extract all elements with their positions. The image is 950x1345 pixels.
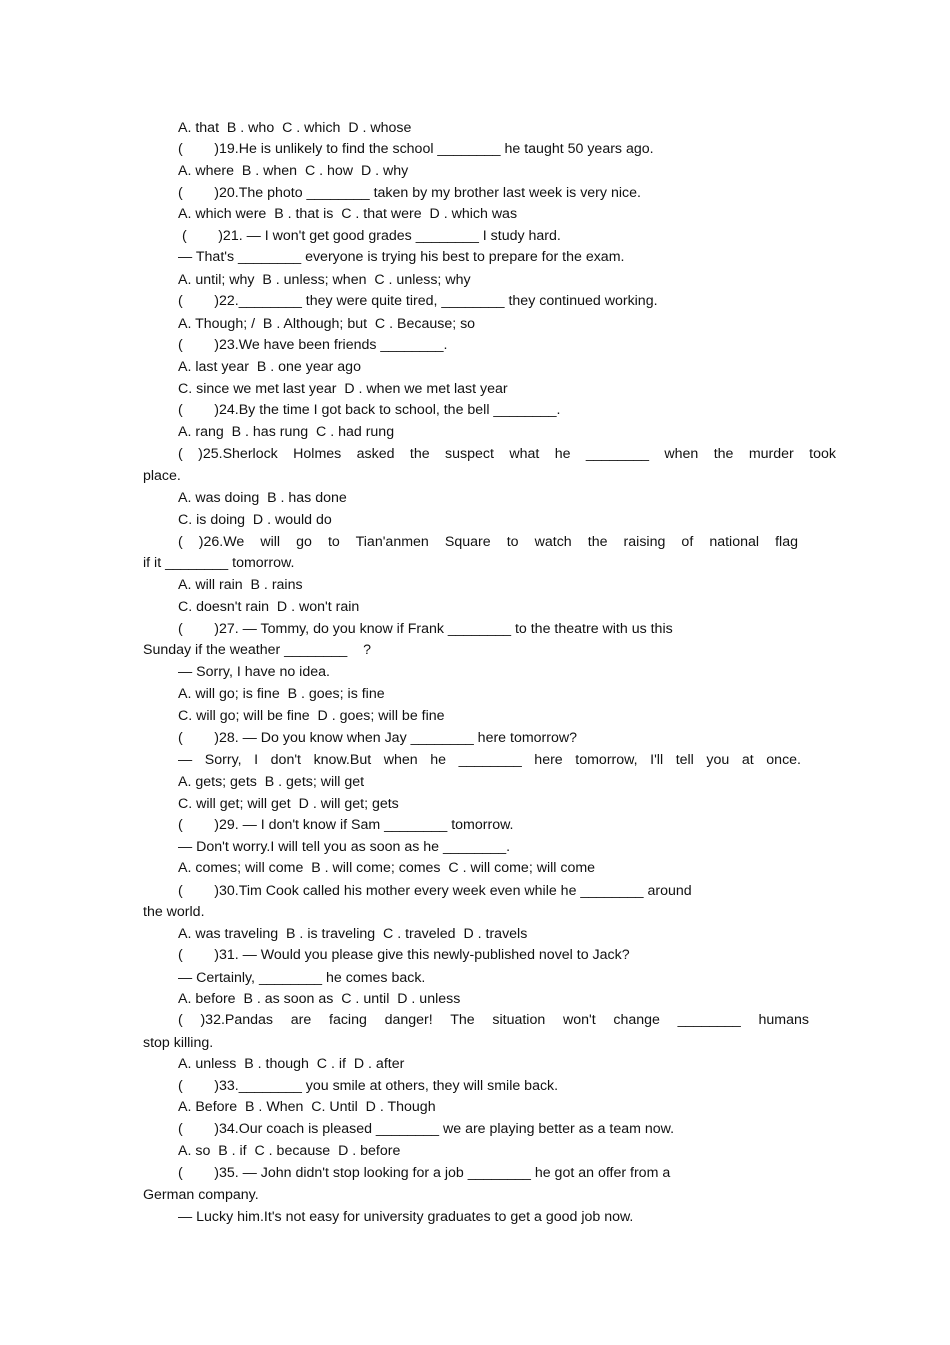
q28-reply: — Sorry, I don't know.But when he ________ here tomorrow, I'll tell you at once. — [178, 752, 801, 768]
q23-options-cd: C. since we met last year D . when we met last year — [178, 381, 508, 397]
q19-stem: ( )19.He is unlikely to find the school ________ he taught 50 years ago. — [178, 141, 654, 157]
q25-options-ab: A. was doing B . has done — [178, 490, 347, 506]
q32-stem: ( )32.Pandas are facing danger! The situation won't change ________ humans — [178, 1012, 809, 1028]
q28-options-cd: C. will get; will get D . will get; gets — [178, 796, 399, 812]
q23-options-ab: A. last year B . one year ago — [178, 359, 361, 375]
q20-stem: ( )20.The photo ________ taken by my brother last week is very nice. — [178, 185, 641, 201]
q34-options: A. so B . if C . because D . before — [178, 1143, 401, 1159]
q29-options: A. comes; will come B . will come; comes C . will come; will come — [178, 860, 596, 876]
q21-options: A. until; why B . unless; when C . unless; why — [178, 272, 471, 288]
q32-stem-cont: stop killing. — [143, 1035, 214, 1051]
q25-options-cd: C. is doing D . would do — [178, 512, 332, 528]
q19-options: A. where B . when C . how D . why — [178, 163, 409, 179]
q33-options: A. Before B . When C. Until D . Though — [178, 1099, 436, 1115]
q31-reply: — Certainly, ________ he comes back. — [178, 970, 426, 986]
q35-stem: ( )35. — John didn't stop looking for a job ________ he got an offer from a — [178, 1165, 671, 1181]
q22-options: A. Though; / B . Although; but C . Because; so — [178, 316, 476, 332]
q32-options: A. unless B . though C . if D . after — [178, 1056, 405, 1072]
q26-stem-cont: if it ________ tomorrow. — [143, 555, 295, 571]
q34-stem: ( )34.Our coach is pleased ________ we are playing better as a team now. — [178, 1121, 675, 1137]
q30-stem: ( )30.Tim Cook called his mother every week even while he ________ around — [178, 883, 692, 899]
q20-options: A. which were B . that is C . that were D . which was — [178, 206, 518, 222]
q24-options: A. rang B . has rung C . had rung — [178, 424, 395, 440]
q26-options-cd: C. doesn't rain D . won't rain — [178, 599, 360, 615]
q21-reply: — That's ________ everyone is trying his best to prepare for the exam. — [178, 249, 625, 265]
q28-options-ab: A. gets; gets B . gets; will get — [178, 774, 365, 790]
q21-stem: ( )21. — I won't get good grades ________ I study hard. — [178, 228, 561, 244]
q30-options: A. was traveling B . is traveling C . traveled D . travels — [178, 926, 528, 942]
q27-stem: ( )27. — Tommy, do you know if Frank ________ to the theatre with us this — [178, 621, 673, 637]
q30-stem-cont: the world. — [143, 904, 205, 920]
q29-stem: ( )29. — I don't know if Sam ________ tomorrow. — [178, 817, 514, 833]
q27-options-cd: C. will go; will be fine D . goes; will be fine — [178, 708, 445, 724]
q23-stem: ( )23.We have been friends ________. — [178, 337, 448, 353]
q27-stem-cont: Sunday if the weather ________ ? — [143, 642, 371, 658]
q29-reply: — Don't worry.I will tell you as soon as he ________. — [178, 839, 511, 855]
q27-options-ab: A. will go; is fine B . goes; is fine — [178, 686, 385, 702]
q22-stem: ( )22.________ they were quite tired, ________ they continued working. — [178, 293, 658, 309]
q33-stem: ( )33.________ you smile at others, they will smile back. — [178, 1078, 559, 1094]
q26-stem: ( )26.We will go to Tian'anmen Square to watch the raising of national flag — [178, 534, 798, 550]
q18-options: A. that B . who C . which D . whose — [178, 120, 412, 136]
q31-stem: ( )31. — Would you please give this newly-published novel to Jack? — [178, 947, 630, 963]
q26-options-ab: A. will rain B . rains — [178, 577, 303, 593]
q28-stem: ( )28. — Do you know when Jay ________ here tomorrow? — [178, 730, 578, 746]
q25-stem: ( )25.Sherlock Holmes asked the suspect what he ________ when the murder took — [178, 446, 836, 462]
q24-stem: ( )24.By the time I got back to school, the bell ________. — [178, 402, 561, 418]
q35-reply: — Lucky him.It's not easy for university graduates to get a good job now. — [178, 1209, 634, 1225]
q27-reply: — Sorry, I have no idea. — [178, 664, 330, 680]
q31-options: A. before B . as soon as C . until D . unless — [178, 991, 461, 1007]
q35-stem-cont: German company. — [143, 1187, 259, 1203]
q25-stem-cont: place. — [143, 468, 181, 484]
